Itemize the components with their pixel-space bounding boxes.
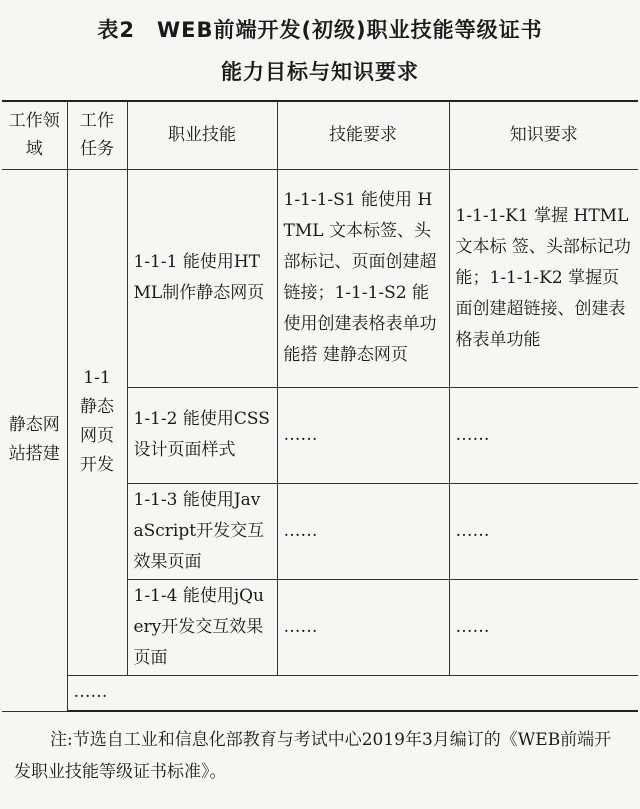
competency-table [2,100,638,712]
header-work-task: 工作任务 [67,101,127,169]
table-title-line2: 能力目标与知识要求 [221,60,419,84]
cell-knowledge-requirement: …… [449,387,638,483]
cell-knowledge-requirement: …… [449,483,638,579]
cell-work-domain: 静态网站搭建 [2,169,67,711]
cell-skill: 1-1-2 能使用CSS设计页面样式 [127,387,277,483]
cell-ellipsis: …… [67,675,638,711]
header-skill-requirement: 技能要求 [277,101,449,169]
header-work-domain: 工作领域 [2,101,67,169]
table-note: 注:节选自工业和信息化部教育与考试中心2019年3月编订的《WEB前端开发职业技能等级证书标准》。 [14,730,612,782]
cell-skill-requirement: 1-1-1-S1 能使用 HTML 文本标签、头 部标记、页面创建超链接；1-1-1-S2 能使用创建表格表单功能搭 建静态网页 [277,169,449,387]
header-vocational-skill: 职业技能 [127,101,277,169]
table-row [2,675,638,711]
cell-skill-requirement: …… [277,387,449,483]
cell-skill: 1-1-3 能使用JavaScript开发交互效果页面 [127,483,277,579]
table-title-line1: 表2 WEB前端开发(初级)职业技能等级证书 [97,18,543,42]
cell-work-task: 1-1 静态网页开发 [67,169,127,675]
table-header-row [2,101,638,169]
header-knowledge-requirement: 知识要求 [449,101,638,169]
table-row [2,169,638,387]
cell-knowledge-requirement: 1-1-1-K1 掌握 HTML 文本标 签、头部标记功能；1-1-1-K2 掌握页面创建超链接、创建表格表单功能 [449,169,638,387]
cell-skill: 1-1-4 能使用jQuery开发交互效果页面 [127,579,277,675]
cell-knowledge-requirement: …… [449,579,638,675]
cell-skill-requirement: …… [277,579,449,675]
cell-skill: 1-1-1 能使用HTML制作静态网页 [127,169,277,387]
cell-skill-requirement: …… [277,483,449,579]
